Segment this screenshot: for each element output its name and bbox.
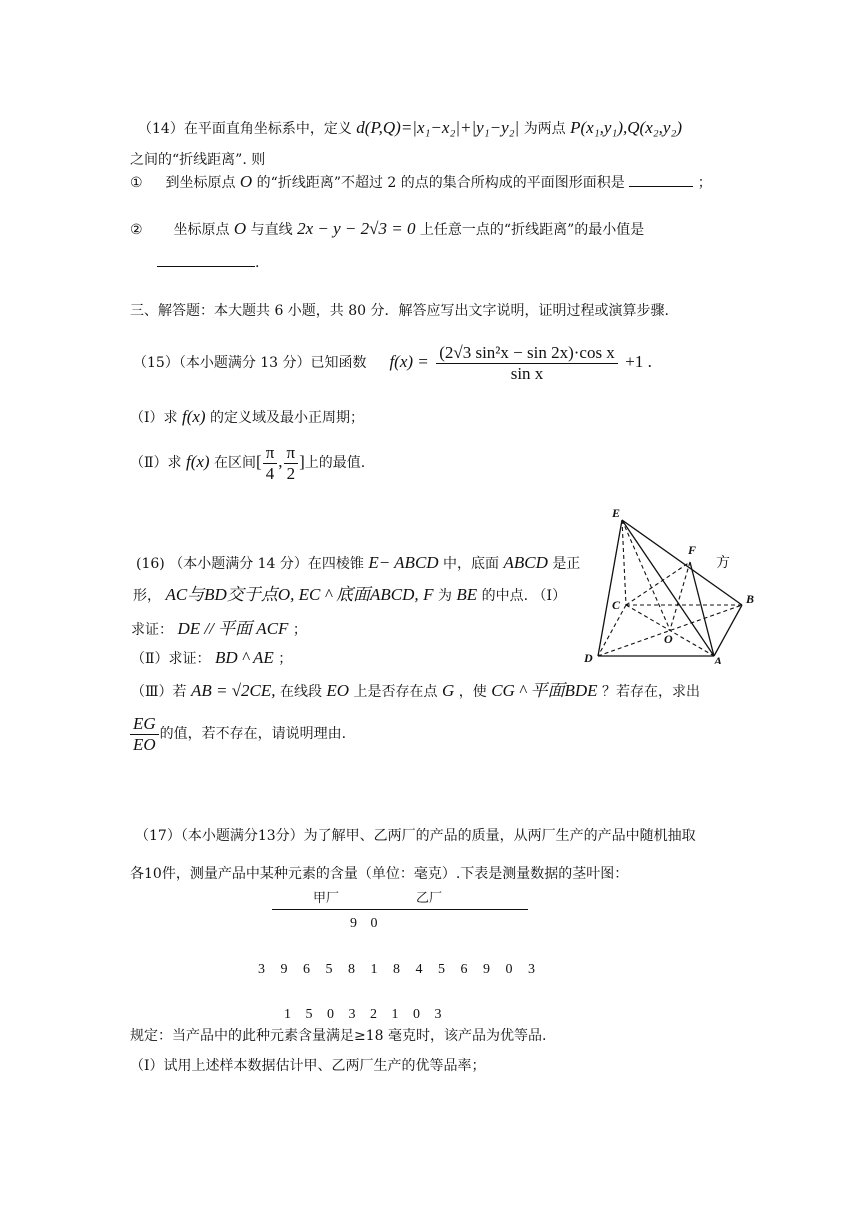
q15-tail: +1 . bbox=[625, 352, 652, 371]
q15-stem bbox=[133, 342, 652, 386]
stemleaf-row-3: 1 5 0 3 2 1 0 3 bbox=[284, 1007, 442, 1022]
q17-part1: （Ⅰ）试用上述样本数据估计甲、乙两厂生产的优等品率； bbox=[130, 1058, 486, 1074]
q15-part1-fx: f(x) bbox=[181, 407, 206, 426]
q14-item2-blank[interactable] bbox=[157, 252, 255, 267]
q16-EO: EO bbox=[326, 681, 350, 700]
q16-ratio-den: EO bbox=[133, 734, 156, 754]
q16-line5-d: ，使 bbox=[458, 684, 487, 700]
q14-item1-origin: O bbox=[239, 172, 253, 191]
q16-condition: AC与BD交于点O, EC ^ 底面ABCD, bbox=[165, 585, 419, 604]
stemleaf-header-left: 甲厂 bbox=[313, 891, 340, 906]
q15-fx: f(x) = bbox=[389, 352, 429, 371]
q14-item2-answer bbox=[157, 252, 259, 273]
q16-number: (16) bbox=[136, 556, 165, 572]
q16-line5-math: AB = √2CE, bbox=[190, 681, 276, 700]
q15-part2-text-a: 在区间 bbox=[214, 455, 257, 471]
label-F: F bbox=[688, 543, 697, 557]
q16-line1-c: 是正 bbox=[552, 556, 581, 572]
q15-interval-b-den: 2 bbox=[286, 463, 296, 483]
q14-item2-line-eq: 2x − y − 2√3 = 0 bbox=[297, 219, 416, 238]
edge-EC bbox=[622, 520, 626, 605]
q15-part2: （Ⅱ）求 f(x) 在区间[ $\frac{\pi}{4}$ , $\frac{\pi}{2}$ ]上的最值. bbox=[130, 442, 366, 483]
q16-line3-end: ； bbox=[292, 622, 307, 638]
q15-denominator: sin x bbox=[510, 363, 544, 383]
q16-line5-b: 在线段 bbox=[279, 684, 322, 700]
q16-line1-a: 在四棱锥 bbox=[307, 556, 364, 572]
q16-line4-a: （Ⅱ）求证： bbox=[131, 651, 211, 667]
q16-line6 bbox=[130, 712, 346, 760]
q14-item2 bbox=[130, 219, 644, 240]
pyramid-figure bbox=[584, 504, 764, 664]
q15-numerator: (2√3 sin²x − sin 2x)·cos x bbox=[436, 343, 618, 364]
q15-number: （15） bbox=[133, 355, 179, 371]
q15-interval-b bbox=[284, 443, 299, 484]
q16-line5-a: （Ⅲ）若 bbox=[131, 684, 187, 700]
q15-intro: 已知函数 bbox=[310, 355, 367, 371]
q14-item1-marker: ① bbox=[130, 175, 143, 191]
q14-line2: 之间的“折线距离”. 则 bbox=[130, 152, 266, 168]
edge-ED bbox=[598, 520, 622, 656]
q14-item2-text-a: 坐标原点 bbox=[173, 222, 230, 238]
q16-line5 bbox=[131, 681, 700, 702]
section3-heading: 三、解答题：本大题共 6 小题，共 80 分．解答应写出文字说明，证明过程或演算步骤. bbox=[130, 303, 669, 319]
q14-item1-end: ； bbox=[697, 175, 712, 191]
q14-item1-text-a: 到坐标原点 bbox=[165, 175, 236, 191]
label-C: C bbox=[612, 598, 621, 612]
q16-line4-end: ； bbox=[278, 651, 293, 667]
q17-line1: （17）（本小题满分13分）为了解甲、乙两厂的产品的质量，从两厂生产的产品中随机抽取 bbox=[135, 828, 696, 844]
q16-line4-math: BD ^ AE bbox=[214, 648, 274, 667]
diag-CA bbox=[626, 605, 714, 656]
q16-F: F bbox=[423, 585, 434, 604]
q16-line2 bbox=[133, 585, 566, 606]
q16-pyramid: E− ABCD bbox=[368, 553, 439, 572]
q16-line5-e: ？若存在，求出 bbox=[601, 684, 700, 700]
label-E: E bbox=[612, 506, 621, 520]
q14-number: （14） bbox=[138, 121, 184, 137]
q16-line5-c: 上是否存在点 bbox=[353, 684, 438, 700]
q15-part2-text-b: 上的最值. bbox=[304, 455, 366, 471]
q15-interval-b-num: π bbox=[284, 443, 299, 464]
q16-line6-text: 的值，若不存在，请说明理由. bbox=[159, 726, 347, 742]
label-A: A bbox=[714, 654, 723, 664]
q14-item1 bbox=[130, 172, 712, 193]
stemleaf-row-2: 3 9 6 5 8 1 8 4 5 6 9 0 3 bbox=[258, 962, 535, 977]
q16-ratio bbox=[130, 714, 159, 755]
edge-CF bbox=[626, 562, 690, 605]
label-O: O bbox=[664, 632, 673, 646]
q16-base: ABCD bbox=[503, 553, 548, 572]
q14-item2-text-b: 与直线 bbox=[250, 222, 293, 238]
q16-line3-math: DE // 平面 ACF bbox=[177, 619, 289, 638]
label-B: B bbox=[746, 592, 755, 606]
q15-fraction bbox=[436, 343, 618, 384]
q15-points: （本小题满分 13 分） bbox=[178, 355, 311, 371]
q14-intro-a: 在平面直角坐标系中，定义 bbox=[183, 121, 352, 137]
q16-line3-a: 求证： bbox=[131, 622, 173, 638]
q16-line1-b: 中，底面 bbox=[443, 556, 500, 572]
stemleaf-top-rule bbox=[272, 909, 528, 910]
label-D: D bbox=[584, 651, 593, 664]
q15-part2-label: （Ⅱ）求 bbox=[130, 455, 182, 471]
stemleaf-row-1: 9 0 bbox=[350, 916, 378, 931]
q17-rule: 规定：当产品中的此种元素含量满足≥18 毫克时，该产品为优等品. bbox=[130, 1028, 547, 1044]
q14-item2-text-c: 上任意一点的“折线距离”的最小值是 bbox=[419, 222, 645, 238]
edge-EB bbox=[622, 520, 742, 605]
q16-line2-c: 的中点. bbox=[481, 588, 529, 604]
stemleaf-header-right: 乙厂 bbox=[416, 891, 443, 906]
q14-item2-end: . bbox=[255, 255, 260, 271]
q14-intro-b: 为两点 bbox=[523, 121, 566, 137]
q15-part1-text: 的定义域及最小正周期； bbox=[210, 410, 365, 426]
q15-interval-a-num: π bbox=[263, 443, 278, 464]
q14-line1 bbox=[138, 118, 682, 139]
q14-item1-blank[interactable] bbox=[629, 172, 693, 187]
q15-part1 bbox=[130, 407, 364, 428]
q17-line2: 各10件，测量产品中某种元素的含量（单位：毫克）.下表是测量数据的茎叶图： bbox=[130, 866, 629, 882]
q15-part2-fx: f(x) bbox=[185, 452, 210, 471]
q16-line1 bbox=[136, 553, 580, 574]
q16-points: （本小题满分 14 分） bbox=[169, 556, 308, 572]
q16-line4 bbox=[131, 648, 292, 669]
q16-line1-d: 方 bbox=[716, 555, 730, 571]
q16-line5-cond: CG ^ 平面BDE bbox=[491, 681, 598, 700]
q14-formula: d(P,Q)=|x₁−x₂|+|y₁−y₂| bbox=[356, 118, 520, 137]
q14-points: P(x₁,y₁),Q(x₂,y₂) bbox=[570, 118, 683, 137]
q16-line2-part1: （Ⅰ） bbox=[532, 588, 567, 604]
q15-interval-a bbox=[263, 443, 278, 484]
q16-line2-b: 为 bbox=[437, 588, 452, 604]
q16-G: G bbox=[442, 681, 455, 700]
q14-item2-origin: O bbox=[233, 219, 247, 238]
q16-ratio-num: EG bbox=[130, 714, 159, 735]
q14-item1-text-b: 的“折线距离”不超过 2 的点的集合所构成的平面图形面积是 bbox=[256, 175, 625, 191]
q16-line2-a: 形， bbox=[133, 588, 161, 604]
q16-BE: BE bbox=[456, 585, 478, 604]
q16-line3 bbox=[131, 619, 307, 640]
q14-item2-marker: ② bbox=[130, 222, 143, 238]
q15-interval-a-den: 4 bbox=[265, 463, 275, 483]
edge-AB bbox=[714, 605, 742, 656]
q15-part1-label: （Ⅰ）求 bbox=[130, 410, 178, 426]
